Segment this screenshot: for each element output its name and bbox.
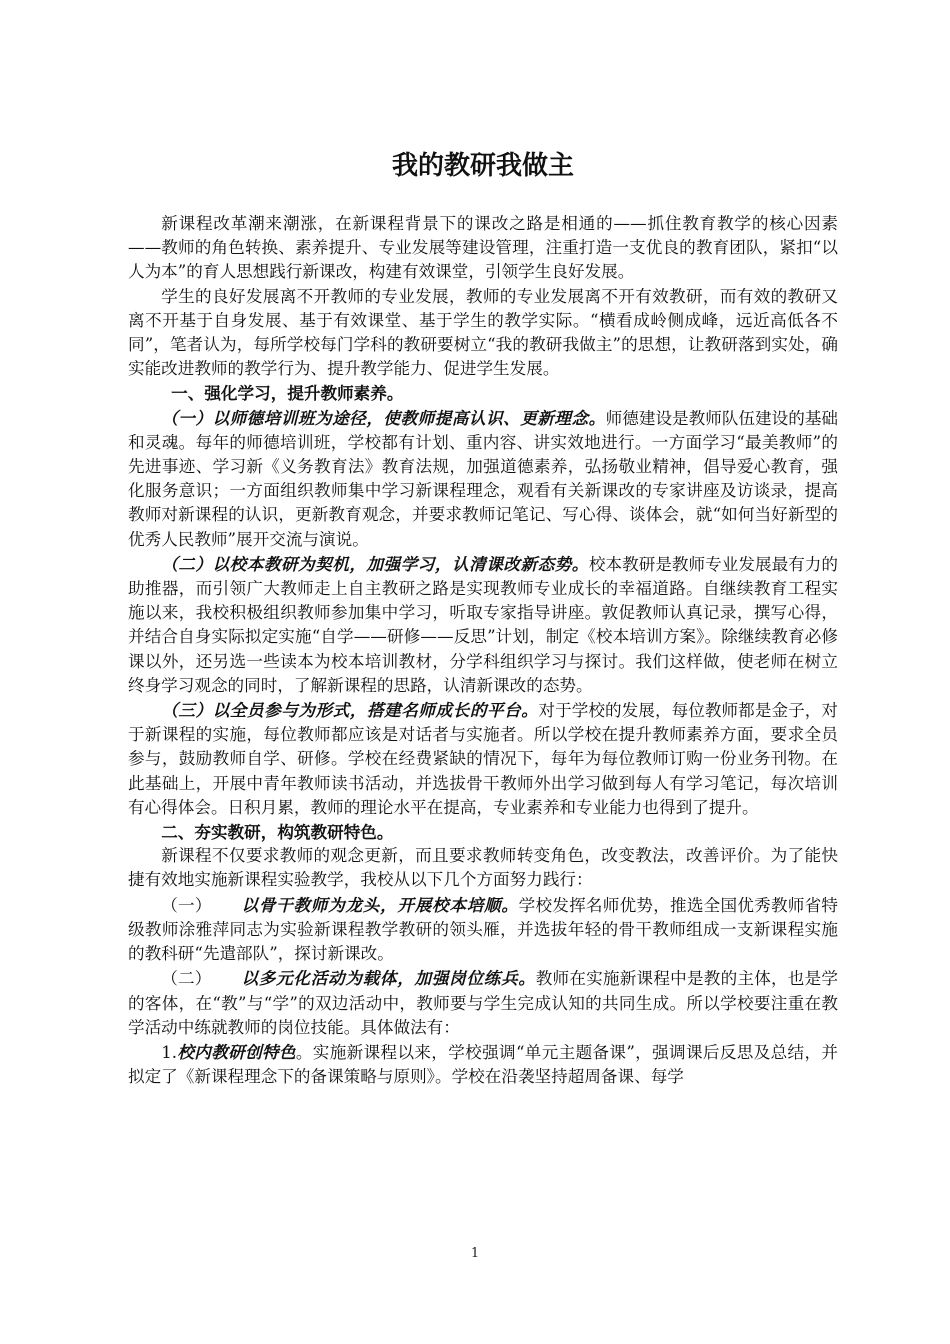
subsection-3-body: 对于学校的发展，每位教师都是金子，对于新课程的实施，每位教师都应该是对话者与实施者。所以学校在提升教师素养方面，要求全员参与，鼓励教师自学、研修。学校在经费紧缺的情况下，每年为每位教师订购一份业务刊物。在此基础上，开展中青年教师读书活动，并选拔骨干教师外出学习做到每人有学习笔记，每次培训有心得体会。日积月累，教师的理论水平在提高，专业素养和专业能力也得到了提升。 — [128, 701, 839, 817]
subsection-2-2 — [128, 966, 838, 1040]
subsection-2-lead: （二）以校本教研为契机，加强学习，认清课改新态势。 — [161, 553, 589, 574]
subsection-1-body: 师德建设是教师队伍建设的基础和灵魂。每年的师德培训班，学校都有计划、重内容、讲实效地进行。一方面学习“最美教师”的先进事迹、学习新《义务教育法》教育法规，加强道德素养，弘扬敬业精神，倡导爱心教育，强化服务意识；一方面组织教师集中学习新课程理念，观看有关新课改的专家讲座及访谈录，提高教师对新课程的认识，更新教育观念，并要求教师记笔记、写心得、谈体会，就“如何当好新型的优秀人民教师”展开交流与演说。 — [128, 408, 839, 549]
document-title: 我的教研我做主 — [391, 151, 574, 181]
subsection-2-1-lead: 以骨干教师为龙头，开展校本培顺。 — [241, 894, 519, 915]
paragraph-context: 学生的良好发展离不开教师的专业发展，教师的专业发展离不开有效教研，而有效的教研又离不开基于自身发展、基于有效课堂、基于学生的教学实际。“横看成岭侧成峰，远近高低各不同”，笔者认为，每所学校每门学科的教研要树立“我的教研我做主”的思想，让教研落到实处，确实能改进教师的教学行为、提升教学能力、促进学生发展。 — [128, 286, 838, 379]
item-1-number: 1. — [161, 1042, 178, 1062]
section-heading-1: 一、强化学习，提升教师素养。 — [171, 383, 404, 404]
subsection-3-lead: （三）以全员参与为形式，搭建名师成长的平台。 — [161, 700, 539, 721]
subsection-2-1-body: 学校发挥名师优势，推选全国优秀教师省特级教师涂雅萍同志为实验新课程教学教研的领头雁，并选拔年轻的骨干教师组成一支新课程实施的教科研“先遣部队”，探讨新课改。 — [128, 895, 839, 964]
subsection-2-2-body: 教师在实施新课程中是教的主体，也是学的客体，在“教”与“学”的双边活动中，教师要与学生完成认知的共同生成。所以学校要注重在教学活动中练就教师的岗位技能。具体做法有： — [128, 969, 839, 1037]
item-1 — [128, 1040, 838, 1089]
paragraph-section-2-intro: 新课程不仅要求教师的观念更新，而且要求教师转变角色，改变教法，改善评价。为了能快捷有效地实施新课程实验教学，我校从以下几个方面努力践行： — [128, 846, 838, 890]
subsection-3 — [128, 698, 838, 820]
subsection-2-2-index: （二） — [161, 969, 212, 989]
subsection-1 — [128, 406, 838, 552]
page-number: 1 — [470, 1246, 480, 1261]
section-heading-2: 二、夯实教研，构筑教研特色。 — [161, 822, 394, 843]
item-1-lead: 校内教研创特色 — [177, 1041, 296, 1062]
subsection-2-2-lead: 以多元化活动为载体，加强岗位练兵。 — [241, 968, 536, 989]
subsection-2-body: 校本教研是教师专业发展最有力的助推器，而引领广大教师走上自主教研之路是实现教师专业成长的幸福道路。自继续教育工程实施以来，我校积极组织教师参加集中学习，听取专家指导讲座。敦促教师认真记录，撰写心得，并结合自身实际拟定实施“自学——研修——反思”计划，制定《校本培训方案》。除继续教育必修课以外，还另选一些读本为校本培训教材，分学科组织学习与探讨。我们这样做，使老师在树立终身学习观念的同时，了解新课程的思路，认清新课改的态势。 — [128, 554, 838, 695]
subsection-2-1-index: （一） — [161, 895, 212, 915]
subsection-2 — [128, 552, 838, 698]
paragraph-intro: 新课程改革潮来潮涨，在新课程背景下的课改之路是相通的——抓住教育教学的核心因素——教师的角色转换、素养提升、专业发展等建设管理，注重打造一支优良的教育团队，紧扣“以人为本”的育人思想践行新课改，构建有效课堂，引领学生良好发展。 — [128, 214, 838, 282]
subsection-2-1 — [128, 893, 838, 967]
subsection-1-lead: （一）以师德培训班为途径，使教师提高认识、更新理念。 — [161, 407, 606, 428]
item-1-body: 。实施新课程以来，学校强调“单元主题备课”，强调课后反思及总结，并拟定了《新课程理念下的备课策略与原则》。学校在沿袭坚持超周备课、每学 — [128, 1042, 838, 1087]
